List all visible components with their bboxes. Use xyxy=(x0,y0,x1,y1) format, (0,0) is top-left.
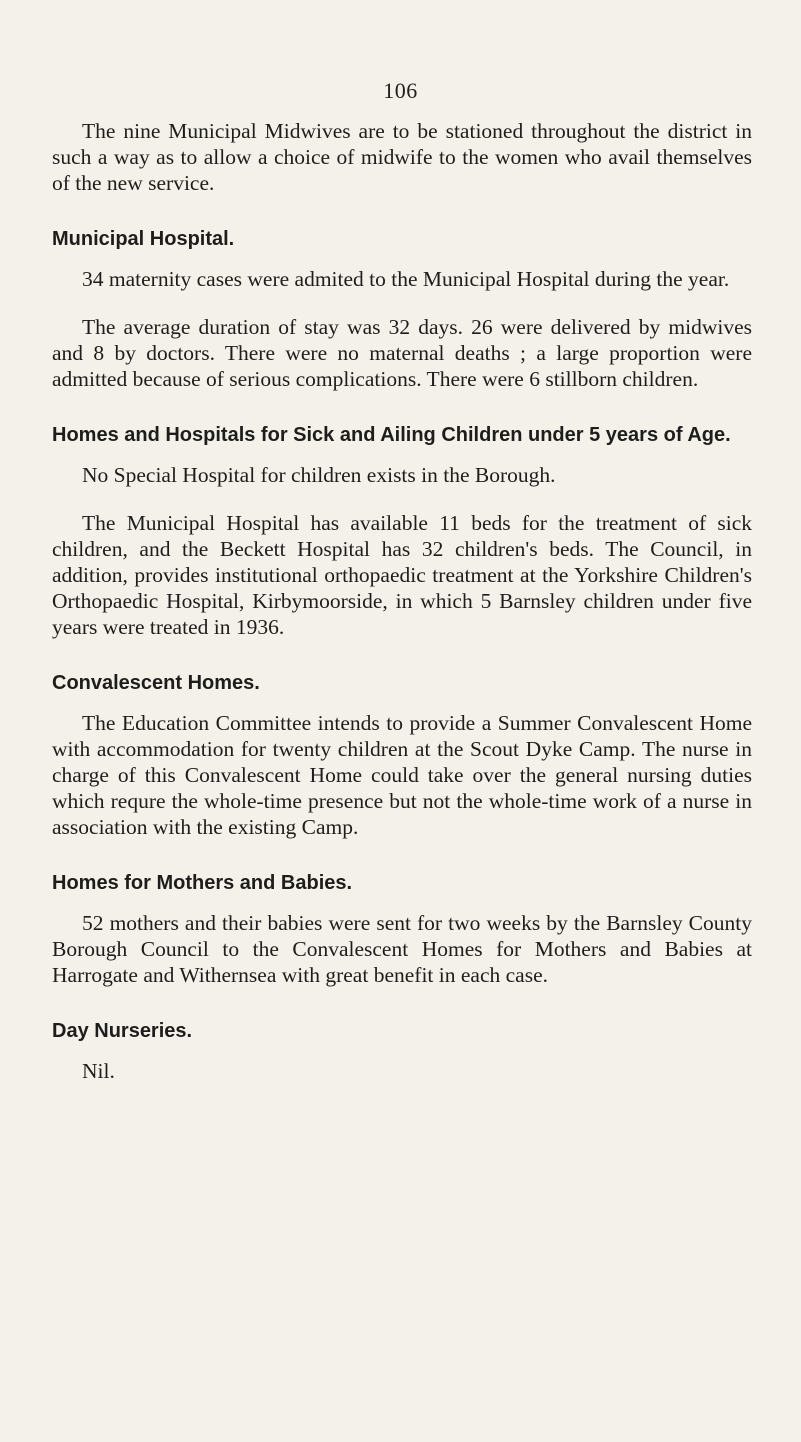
page-number: 106 xyxy=(383,78,418,103)
heading-convalescent-homes: Convalescent Homes. xyxy=(52,672,260,694)
heading-mothers-and-babies: Homes for Mothers and Babies. xyxy=(52,872,353,894)
heading-municipal-hospital: Municipal Hospital. xyxy=(52,228,235,250)
paragraph-education-committee: The Education Committee intends to provide a Summer Convalescent Home with accommodation for twenty children at the Scout Dyke Camp. The nurse in charge of this Convalescent Home could take over the general nursing duties which requre the whole-time presence but not the whole-time work of a nurse in association with the existing Camp. xyxy=(52,711,752,839)
heading-day-nurseries: Day Nurseries. xyxy=(52,1020,193,1042)
paragraph-nil: Nil. xyxy=(82,1059,115,1083)
paragraph-mothers-sent: 52 mothers and their babies were sent for two weeks by the Barnsley County Borough Council to the Convalescent Homes for Mothers and Babies at Harrogate and Withernsea with great benefit in each case. xyxy=(52,911,752,987)
page-content xyxy=(52,118,752,1084)
paragraph-duration-of-stay: The average duration of stay was 32 days. 26 were delivered by midwives and 8 by doctors. There were no maternal deaths ; a large proportion were admitted because of serious complications. There were 6 stillborn children. xyxy=(52,315,752,391)
paragraph-available-beds: The Municipal Hospital has available 11 beds for the treatment of sick children, and the Beckett Hospital has 32 children's beds. The Council, in addition, provides institutional orthopaedic treatment at the Yorkshire Children's Orthopaedic Hospital, Kirbymoorside, in which 5 Barnsley children under five years were treated in 1936. xyxy=(52,511,752,639)
paragraph-midwives: The nine Municipal Midwives are to be stationed throughout the district in such a way as to allow a choice of midwife to the women who avail themselves of the new service. xyxy=(52,119,752,195)
paragraph-special-hospital: No Special Hospital for children exists in the Borough. xyxy=(82,463,556,487)
paragraph-maternity-cases: 34 maternity cases were admited to the Municipal Hospital during the year. xyxy=(82,267,730,291)
heading-sick-children: Homes and Hospitals for Sick and Ailing Children under 5 years of Age. xyxy=(52,424,731,446)
